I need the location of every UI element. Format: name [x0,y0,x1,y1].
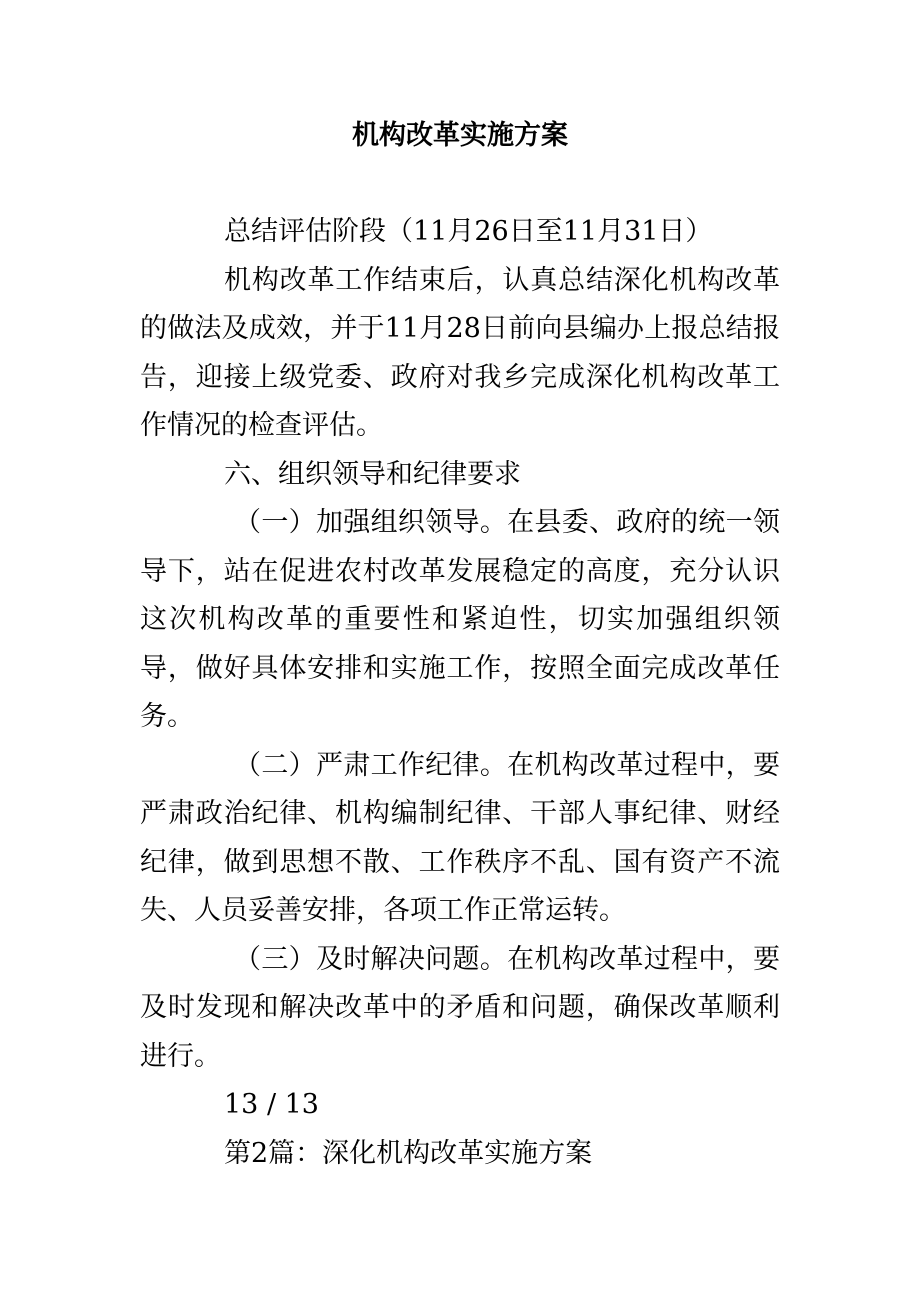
document-title: 机构改革实施方案 [352,120,568,151]
page-number: 13 / 13 [224,1089,319,1120]
paragraph-problem-solving: （三）及时解决问题。在机构改革过程中，要及时发现和解决改革中的矛盾和问题，确保改革顺利进行。 [140,943,780,1072]
section-heading-leadership: 六、组织领导和纪律要求 [224,458,521,490]
paragraph-discipline: （二）严肃工作纪律。在机构改革过程中，要严肃政治纪律、机构编制纪律、干部人事纪律、财经纪律，做到思想不散、工作秩序不乱、国有资产不流失、人员妥善安排，各项工作正常运转。 [140,749,780,926]
document-body [140,208,780,1178]
paragraph-summary-stage: 总结评估阶段（11月26日至11月31日） [224,216,713,247]
paragraph-leadership: （一）加强组织领导。在县委、政府的统一领导下，站在促进农村改革发展稳定的高度，充分认识这次机构改革的重要性和紧迫性，切实加强组织领导，做好具体安排和实施工作，按照全面完成改革任务。 [140,507,780,732]
paragraph-summary-detail: 机构改革工作结束后，认真总结深化机构改革的做法及成效，并于11月28日前向县编办上报总结报告，迎接上级党委、政府对我乡完成深化机构改革工作情况的检查评估。 [140,264,780,441]
next-section-heading: 第2篇：深化机构改革实施方案 [224,1137,593,1169]
